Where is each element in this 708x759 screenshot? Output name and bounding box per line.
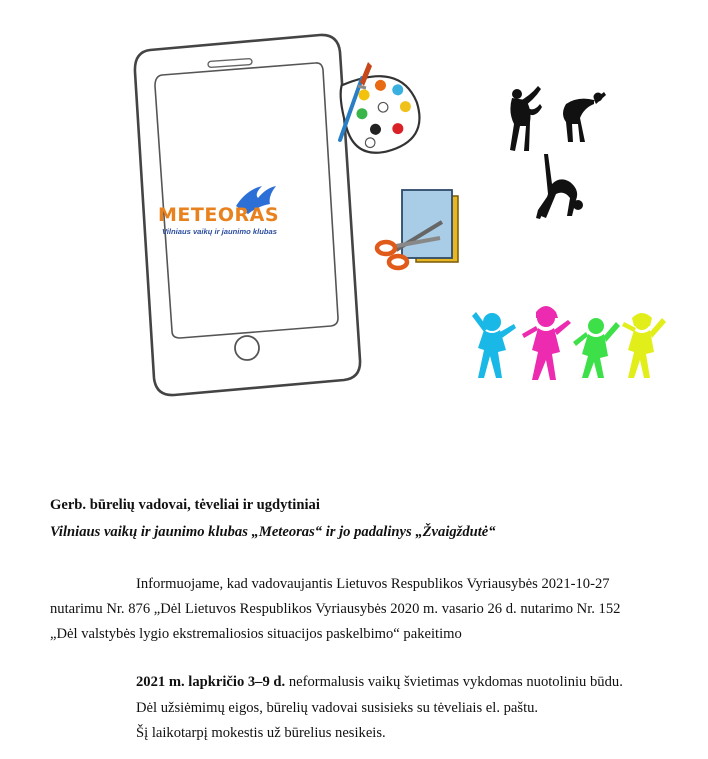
info-line-3: „Dėl valstybės lygio ekstremaliosios situacijos paskelbimo“ pakeitimo — [50, 626, 462, 642]
logo-title: METEORAS — [158, 204, 279, 226]
notice-paragraph — [136, 670, 680, 747]
info-paragraph — [50, 572, 680, 647]
info-line-1: Informuojame, kad vadovaujantis Lietuvos Respublikos Vyriausybės 2021-10-27 — [136, 576, 610, 592]
notice-line-2: Dėl užsiėmimų eigos, būrelių vadovai susisieks su tėveliais el. paštu. — [136, 699, 539, 716]
dancer-green-icon — [573, 318, 620, 378]
notice-date: 2021 m. lapkričio 3–9 d. — [136, 674, 286, 690]
info-line-2: nutarimu Nr. 876 „Dėl Lietuvos Respublikos Vyriausybės 2020 m. vasario 26 d. nutarimo Nr. 152 — [50, 601, 621, 617]
notice-line-1: 2021 m. lapkričio 3–9 d. neformalusis vaikų švietimas vykdomas nuotoliniu būdu. — [136, 674, 623, 690]
organization-heading: Vilniaus vaikų ir jaunimo klubas „Meteoras“ ir jo padalinys „Žvaigždutė“ — [50, 524, 496, 540]
notice-line-3: Šį laikotarpį mokestis už būrelius nesikeis. — [136, 725, 386, 741]
dancer-blue-icon — [472, 312, 516, 378]
yoga-silhouettes-icon — [510, 86, 606, 219]
dancer-pink-icon — [522, 306, 571, 380]
paper-icon — [402, 190, 458, 262]
dancer-yellow-icon — [622, 313, 666, 378]
greeting-heading: Gerb. būrelių vadovai, tėveliai ir ugdytiniai — [50, 497, 320, 513]
logo-subtitle: Vilniaus vaikų ir jaunimo klubas — [162, 227, 277, 236]
